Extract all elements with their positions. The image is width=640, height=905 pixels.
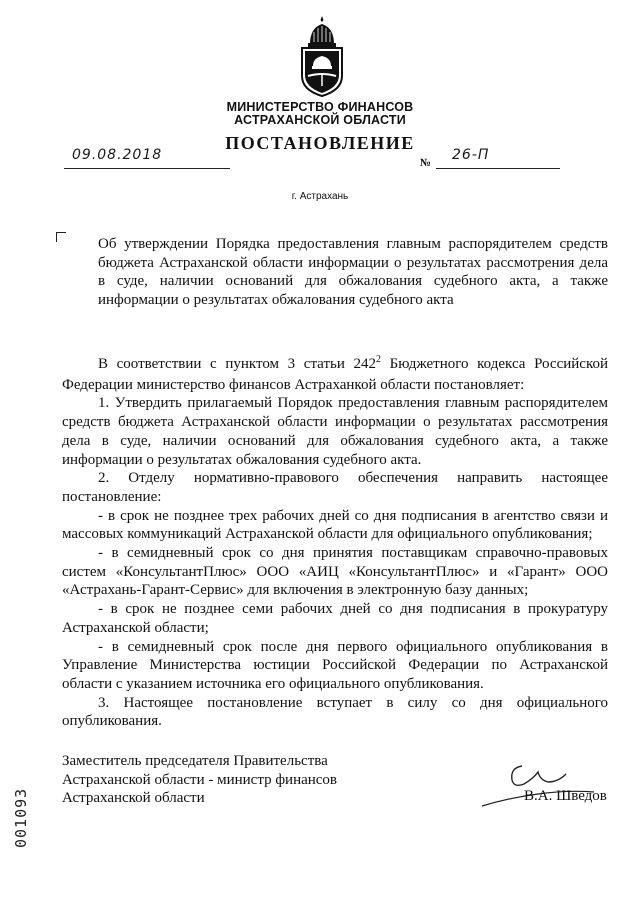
date-underline [64,168,230,169]
number-label: № [420,157,432,169]
intro-superscript: 2 [376,354,382,365]
intro-text-cont: Бюджетного кодекса Российской Федерации министерство финансов Астраханкой области постановляет: [62,356,609,393]
intro-paragraph [62,355,608,394]
number-underline [436,168,560,169]
signatory-line3: Астраханской области [62,790,205,807]
ministry-name-line2: АСТРАХАНСКОЙ ОБЛАСТИ [234,113,406,127]
document-type-title: ПОСТАНОВЛЕНИЕ [225,133,415,153]
intro-text: В соответствии с пунктом 3 статьи 242 [98,356,377,372]
ministry-name-line1: МИНИСТЕРСТВО ФИНАНСОВ [226,100,414,114]
registration-stamp-number: 001093 [12,787,30,848]
paragraph-2c: - в срок не позднее семи рабочих дней со дня подписания в прокуратуру Астраханской области; [62,601,608,636]
document-date: 09.08.2018 [72,147,163,163]
signatory-line1: Заместитель председателя Правительства [62,753,328,769]
paragraph-2: 2. Отделу нормативно-правового обеспечения направить настоящее постановление: [62,470,608,505]
coat-of-arms-icon [296,14,348,98]
paragraph-2d: - в семидневный срок после дня первого официального опубликования в Управление Министерства юстиции Российской Федерации по Астраханской области с указанием источника его официального опубликования. [62,638,608,692]
subject-corner-mark [56,232,66,242]
paragraph-1: 1. Утвердить прилагаемый Порядок предоставления главным распорядителем средств бюджета Астраханской области информации о результатах рассмотрения дела в суде, наличии оснований для обжалования судебного акта, а также информации о результатах обжалования судебного акта. [62,395,608,468]
paragraph-2a: - в срок не позднее трех рабочих дней со дня подписания в агентство связи и массовых коммуникаций Астраханской области для официального опубликования; [62,507,608,543]
document-body [62,355,608,731]
document-subject: Об утверждении Порядка предоставления главным распорядителем средств бюджета Астраханской области информации о результатах рассмотрения дела в суде, наличии оснований для обжалования судебного акта, а также информации о результатах обжалования судебного акта [98,236,608,308]
document-number: 26-П [452,147,490,163]
paragraph-2b: - в семидневный срок со дня принятия поставщикам справочно-правовых систем «КонсультантПлюс» ООО «АИЦ «КонсультантПлюс» и «Гарант» ООО «Астрахань-Гарант-Сервис» для включения в электронную базу данных; [62,545,608,599]
signer-name: В.А. Шведов [524,788,607,804]
signatory-line2: Астраханской области - министр финансов [62,771,338,788]
city-label: г. Астрахань [291,191,349,202]
paragraph-3: 3. Настоящее постановление вступает в силу со дня официального опубликования. [62,694,608,730]
signatory-title [62,752,382,808]
